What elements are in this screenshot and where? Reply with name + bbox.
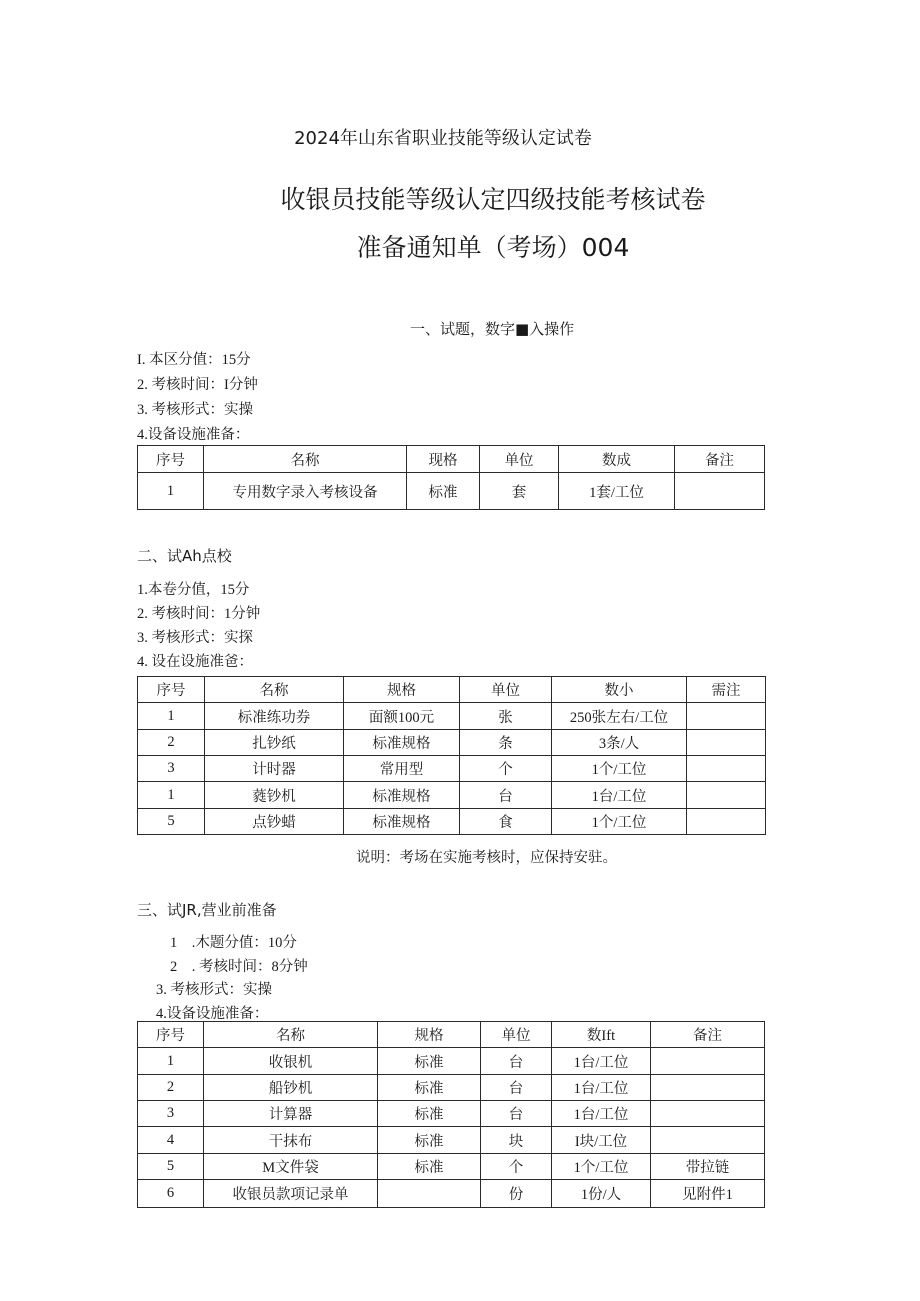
section1-line-form: 3. 考核形式：实操 bbox=[137, 402, 253, 418]
table-cell: 收银机 bbox=[204, 1048, 378, 1075]
exam-subtitle: 收银员技能等级认定四级技能考核试卷 bbox=[280, 185, 706, 214]
section3-line-time: 2 . 考核时间：8分钟 bbox=[170, 959, 308, 975]
section3-line-form: 3. 考核形式：实操 bbox=[156, 982, 272, 998]
table-row bbox=[138, 756, 766, 782]
table-cell: 4 bbox=[138, 1127, 204, 1154]
table-row bbox=[138, 1048, 765, 1075]
table-row bbox=[138, 1075, 765, 1101]
section2-note: 说明：考场在实施考核时，应保持安驻。 bbox=[356, 850, 617, 866]
table-cell: 1 bbox=[138, 782, 205, 809]
table-cell: 个 bbox=[460, 756, 552, 782]
table-cell: 2 bbox=[138, 730, 205, 756]
table-cell bbox=[651, 1101, 765, 1127]
table-cell: 船钞机 bbox=[204, 1075, 378, 1101]
table-cell: 台 bbox=[481, 1075, 552, 1101]
table-cell: 1个/工位 bbox=[552, 809, 687, 835]
table-cell: 计算器 bbox=[204, 1101, 378, 1127]
table-row bbox=[138, 473, 765, 510]
table-cell: 收银员款项记录单 bbox=[204, 1180, 378, 1208]
table-cell bbox=[651, 1127, 765, 1154]
table-cell: 套 bbox=[480, 473, 559, 510]
table-cell bbox=[687, 809, 766, 835]
table-cell: 扎钞纸 bbox=[205, 730, 344, 756]
table-cell: 面额100元 bbox=[344, 703, 460, 730]
section1-line-score: I. 本区分值：15分 bbox=[137, 352, 251, 368]
section2-table bbox=[137, 676, 766, 835]
table-cell: 个 bbox=[481, 1154, 552, 1180]
table-cell: I块/工位 bbox=[552, 1127, 651, 1154]
table-cell: 干抹布 bbox=[204, 1127, 378, 1154]
table-cell: 见附件1 bbox=[651, 1180, 765, 1208]
header-cell: 名称 bbox=[204, 1022, 378, 1048]
table-cell: 1 bbox=[138, 473, 204, 510]
table-cell bbox=[651, 1075, 765, 1101]
header-cell: 名称 bbox=[205, 677, 344, 703]
exam-title: 2024年山东省职业技能等级认定试卷 bbox=[294, 128, 592, 149]
table-row bbox=[138, 1127, 765, 1154]
table-cell: 3 bbox=[138, 1101, 204, 1127]
table-cell bbox=[651, 1048, 765, 1075]
table-cell: 3条/人 bbox=[552, 730, 687, 756]
table-cell: 台 bbox=[481, 1048, 552, 1075]
section3-line-equipment: 4.设备设施准备： bbox=[156, 1006, 269, 1022]
table-cell: 专用数字录入考核设备 bbox=[204, 473, 407, 510]
section3-table bbox=[137, 1021, 765, 1208]
table-cell: 标准 bbox=[378, 1048, 481, 1075]
header-cell: 序号 bbox=[138, 677, 205, 703]
header-cell: 数成 bbox=[559, 446, 675, 473]
section2-line-equipment: 4. 设在设施准爸： bbox=[137, 654, 253, 670]
table-cell: 2 bbox=[138, 1075, 204, 1101]
table-cell: 标准练功券 bbox=[205, 703, 344, 730]
table-row bbox=[138, 1180, 765, 1208]
table-cell: 1个/工位 bbox=[552, 756, 687, 782]
table-cell: 常用型 bbox=[344, 756, 460, 782]
table-cell: 1台/工位 bbox=[552, 1048, 651, 1075]
table-row bbox=[138, 703, 766, 730]
section2-heading: 二、试Ah点校 bbox=[137, 547, 232, 565]
table-cell: 条 bbox=[460, 730, 552, 756]
table-cell: 标准 bbox=[407, 473, 480, 510]
table-cell bbox=[687, 730, 766, 756]
header-cell: 规格 bbox=[378, 1022, 481, 1048]
table-cell bbox=[687, 782, 766, 809]
table-cell: 块 bbox=[481, 1127, 552, 1154]
table-cell: 6 bbox=[138, 1180, 204, 1208]
table-cell: 1台/工位 bbox=[552, 1101, 651, 1127]
table-cell: 5 bbox=[138, 809, 205, 835]
table-cell: 标准规格 bbox=[344, 782, 460, 809]
header-cell: 需注 bbox=[687, 677, 766, 703]
header-cell: 单位 bbox=[480, 446, 559, 473]
section2-line-time: 2. 考核时间：1分钟 bbox=[137, 606, 261, 622]
table-cell: 标准 bbox=[378, 1127, 481, 1154]
header-cell: 现格 bbox=[407, 446, 480, 473]
header-cell: 序号 bbox=[138, 446, 204, 473]
table-cell: 张 bbox=[460, 703, 552, 730]
table-cell: 1 bbox=[138, 1048, 204, 1075]
table-cell bbox=[687, 756, 766, 782]
table-cell: 5 bbox=[138, 1154, 204, 1180]
table-row bbox=[138, 730, 766, 756]
section1-table bbox=[137, 445, 765, 510]
table-cell: 1个/工位 bbox=[552, 1154, 651, 1180]
table-header-row bbox=[138, 446, 765, 473]
section1-line-equipment: 4.设备设施准备： bbox=[137, 427, 250, 443]
table-header-row bbox=[138, 1022, 765, 1048]
table-cell bbox=[687, 703, 766, 730]
table-cell: 点钞蜡 bbox=[205, 809, 344, 835]
table-row bbox=[138, 1101, 765, 1127]
table-cell: M文件袋 bbox=[204, 1154, 378, 1180]
table-cell: 标准 bbox=[378, 1075, 481, 1101]
notice-title: 准备通知单（考场）004 bbox=[356, 233, 630, 262]
header-cell: 备注 bbox=[651, 1022, 765, 1048]
table-cell: 3 bbox=[138, 756, 205, 782]
table-cell bbox=[378, 1180, 481, 1208]
table-cell: 台 bbox=[460, 782, 552, 809]
section1-heading: 一、试题，数字■入操作 bbox=[410, 320, 575, 338]
table-header-row bbox=[138, 677, 766, 703]
table-cell: 1台/工位 bbox=[552, 1075, 651, 1101]
table-cell: 份 bbox=[481, 1180, 552, 1208]
header-cell: 序号 bbox=[138, 1022, 204, 1048]
table-cell: 标准 bbox=[378, 1154, 481, 1180]
table-cell: 标准规格 bbox=[344, 730, 460, 756]
section1-line-time: 2. 考核时间：I分钟 bbox=[137, 377, 258, 393]
table-cell: 食 bbox=[460, 809, 552, 835]
table-cell: 标准 bbox=[378, 1101, 481, 1127]
section2-line-score: 1.本卷分值，15分 bbox=[137, 582, 250, 598]
table-cell: 1台/工位 bbox=[552, 782, 687, 809]
header-cell: 单位 bbox=[481, 1022, 552, 1048]
table-cell bbox=[675, 473, 765, 510]
table-row bbox=[138, 782, 766, 809]
table-cell: 台 bbox=[481, 1101, 552, 1127]
table-cell: 标准规格 bbox=[344, 809, 460, 835]
table-row bbox=[138, 809, 766, 835]
table-cell: 250张左右/工位 bbox=[552, 703, 687, 730]
table-cell: 计时器 bbox=[205, 756, 344, 782]
header-cell: 数Ift bbox=[552, 1022, 651, 1048]
table-cell: 带拉链 bbox=[651, 1154, 765, 1180]
header-cell: 备注 bbox=[675, 446, 765, 473]
table-cell: 蕤钞机 bbox=[205, 782, 344, 809]
header-cell: 数小 bbox=[552, 677, 687, 703]
header-cell: 单位 bbox=[460, 677, 552, 703]
table-cell: 1 bbox=[138, 703, 205, 730]
section2-line-form: 3. 考核形式：实探 bbox=[137, 630, 253, 646]
header-cell: 名称 bbox=[204, 446, 407, 473]
section3-line-score: 1 .木题分值：10分 bbox=[170, 935, 297, 951]
table-row bbox=[138, 1154, 765, 1180]
table-cell: 1份/人 bbox=[552, 1180, 651, 1208]
table-cell: 1套/工位 bbox=[559, 473, 675, 510]
header-cell: 规格 bbox=[344, 677, 460, 703]
section3-heading: 三、试JR,营业前准备 bbox=[137, 901, 277, 919]
